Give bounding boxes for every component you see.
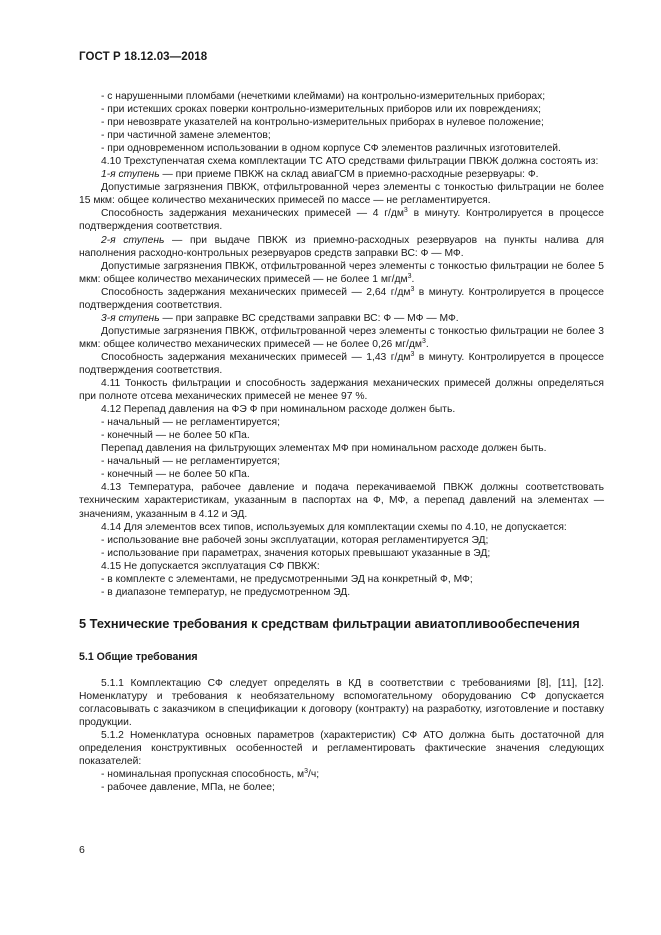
list-item: - при частичной замене элементов; [101,130,271,142]
list-item: - использование вне рабочей зоны эксплуатации, которая регламентируется ЭД; [101,534,489,546]
section-5-heading: 5 Технические требования к средствам фильтрации авиатопливообеспечения [79,615,580,631]
stage-2 [79,234,604,260]
stage-1-capacity [79,207,604,233]
capacity-text: Способность задержания механических примесей — 1,43 г/дм [101,351,411,363]
stage-label: 1-я ступень [101,169,160,181]
clause-4-13: 4.13 Температура, рабочее давление и подача перекачиваемой ПВКЖ должны соответствовать техническим характеристикам, указанным в паспортах на Ф, МФ, а перепад давлений на элементах — значениям, указанным в 4.12 и ЭД. [79,482,604,520]
contamination-text: Допустимые загрязнения ПВКЖ, отфильтрованной через элементы с тонкостью фильтрации не более 3 мкм: общее количество механических примесей — не более 0,26 мг/дм [79,325,604,350]
superscript: 3 [410,285,415,293]
clause-4-14: 4.14 Для элементов всех типов, используемых для комплектации схемы по 4.10, не допускается: [101,521,567,533]
list-item: - в диапазоне температур, не предусмотренном ЭД. [101,586,351,598]
capacity-text: Способность задержания механических примесей — 2,64 г/дм [101,286,411,298]
capacity-text-end: в минуту. Контролируется в процессе подтверждения соответствия. [79,351,605,376]
stage-text: — при выдаче ПВКЖ из приемно-расходных резервуаров на пункты налива для наполнения расходно-контрольных резервуаров средств заправки ВС: Ф — МФ. [79,234,604,259]
list-item: - при невозврате указателей на контрольно-измерительных приборах в нулевое положение; [101,117,544,129]
clause-5-1-1: 5.1.1 Комплектацию СФ следует определять в КД в соответствии с требованиями [8], [11], [12]. Номенклатуру и требования к необязательному вспомогательному оборудованию СФ допускается согласовывать с заказчиком в спецификации к договору (контракту) на разработку, изготовление и поставку продукции. [79,677,604,729]
stage-2-capacity [79,286,604,312]
stage-3-contamination [79,325,604,351]
clause-4-11: 4.11 Тонкость фильтрации и способность задержания механических примесей должны определяться при полноте отсева механических примесей не менее 97 %. [79,378,604,403]
capacity-text-end: в минуту. Контролируется в процессе подтверждения соответствия. [79,286,605,311]
stage-label: 2-я ступень [101,234,165,246]
superscript: 3 [421,337,426,345]
list-item [79,768,604,781]
list-item: - конечный — не более 50 кПа. [101,430,250,442]
list-item: - начальный — не регламентируется; [101,456,280,468]
list-item: - начальный — не регламентируется; [101,417,280,429]
clause-4-15: 4.15 Не допускается эксплуатация СФ ПВКЖ: [101,560,320,572]
superscript: 3 [403,207,408,215]
list-item: - в комплекте с элементами, не предусмотренными ЭД на конкретный Ф, МФ; [101,573,473,585]
stage-1 [79,168,604,181]
stage-3 [79,312,604,325]
clause-4-10: 4.10 Трехступенчатая схема комплектации ТС АТО средствами фильтрации ПВКЖ должна состоять из: [101,156,599,168]
stage-3-capacity [79,351,604,377]
page-number: 6 [79,844,85,856]
clause-4-12-mf: Перепад давления на фильтрующих элементах МФ при номинальном расходе должен быть. [101,443,547,455]
stage-1-contamination: Допустимые загрязнения ПВКЖ, отфильтрованной через элементы с тонкостью фильтрации не более 15 мкм: общее количество механических примесей по массе — не регламентируется. [79,182,604,207]
list-item: - при одновременном использовании в одном корпусе СФ элементов различных изготовителей. [101,143,561,155]
stage-text: — при заправке ВС средствами заправки ВС: Ф — МФ — МФ. [159,312,459,324]
clause-4-12: 4.12 Перепад давления на ФЭ Ф при номинальном расходе должен быть. [101,404,456,416]
page-body [79,90,604,794]
clause-5-1-2: 5.1.2 Номенклатура основных параметров (характеристик) СФ АТО должна быть достаточной для определения конструктивных особенностей и регламентировать фактические значения следующих показателей: [79,730,604,768]
list-item-text: - номинальная пропускная способность, м [101,769,305,781]
superscript: 3 [410,350,415,358]
list-item: - при истекших сроках поверки контрольно-измерительных приборов или их повреждениях; [101,104,542,116]
contamination-text-end: . [411,273,415,285]
stage-text: — при приеме ПВКЖ на склад авиаГСМ в приемно-расходные резервуары: Ф. [159,169,539,181]
list-item: - конечный — не более 50 кПа. [101,469,250,481]
list-item: - использование при параметрах, значения которых превышают указанные в ЭД; [101,547,491,559]
list-item: - рабочее давление, МПа, не более; [101,782,275,794]
stage-label: 3-я ступень [101,312,160,324]
capacity-text: Способность задержания механических примесей — 4 г/дм [101,208,404,220]
document-header: ГОСТ Р 18.12.03—2018 [79,51,208,63]
contamination-text: Допустимые загрязнения ПВКЖ, отфильтрованной через элементы с тонкостью фильтрации не более 5 мкм: общее количество механических примесей — не более 1 мг/дм [79,260,604,285]
list-item-text-end: /ч; [308,769,320,781]
stage-2-contamination [79,260,604,286]
list-item: - с нарушенными пломбами (нечеткими клеймами) на контрольно-измерительных приборах; [101,91,546,102]
superscript: 3 [407,272,412,280]
superscript: 3 [304,768,308,776]
contamination-text-end: . [425,338,429,350]
section-5-1-heading: 5.1 Общие требования [79,650,198,663]
capacity-text-end: в минуту. Контролируется в процессе подтверждения соответствия. [79,208,605,233]
